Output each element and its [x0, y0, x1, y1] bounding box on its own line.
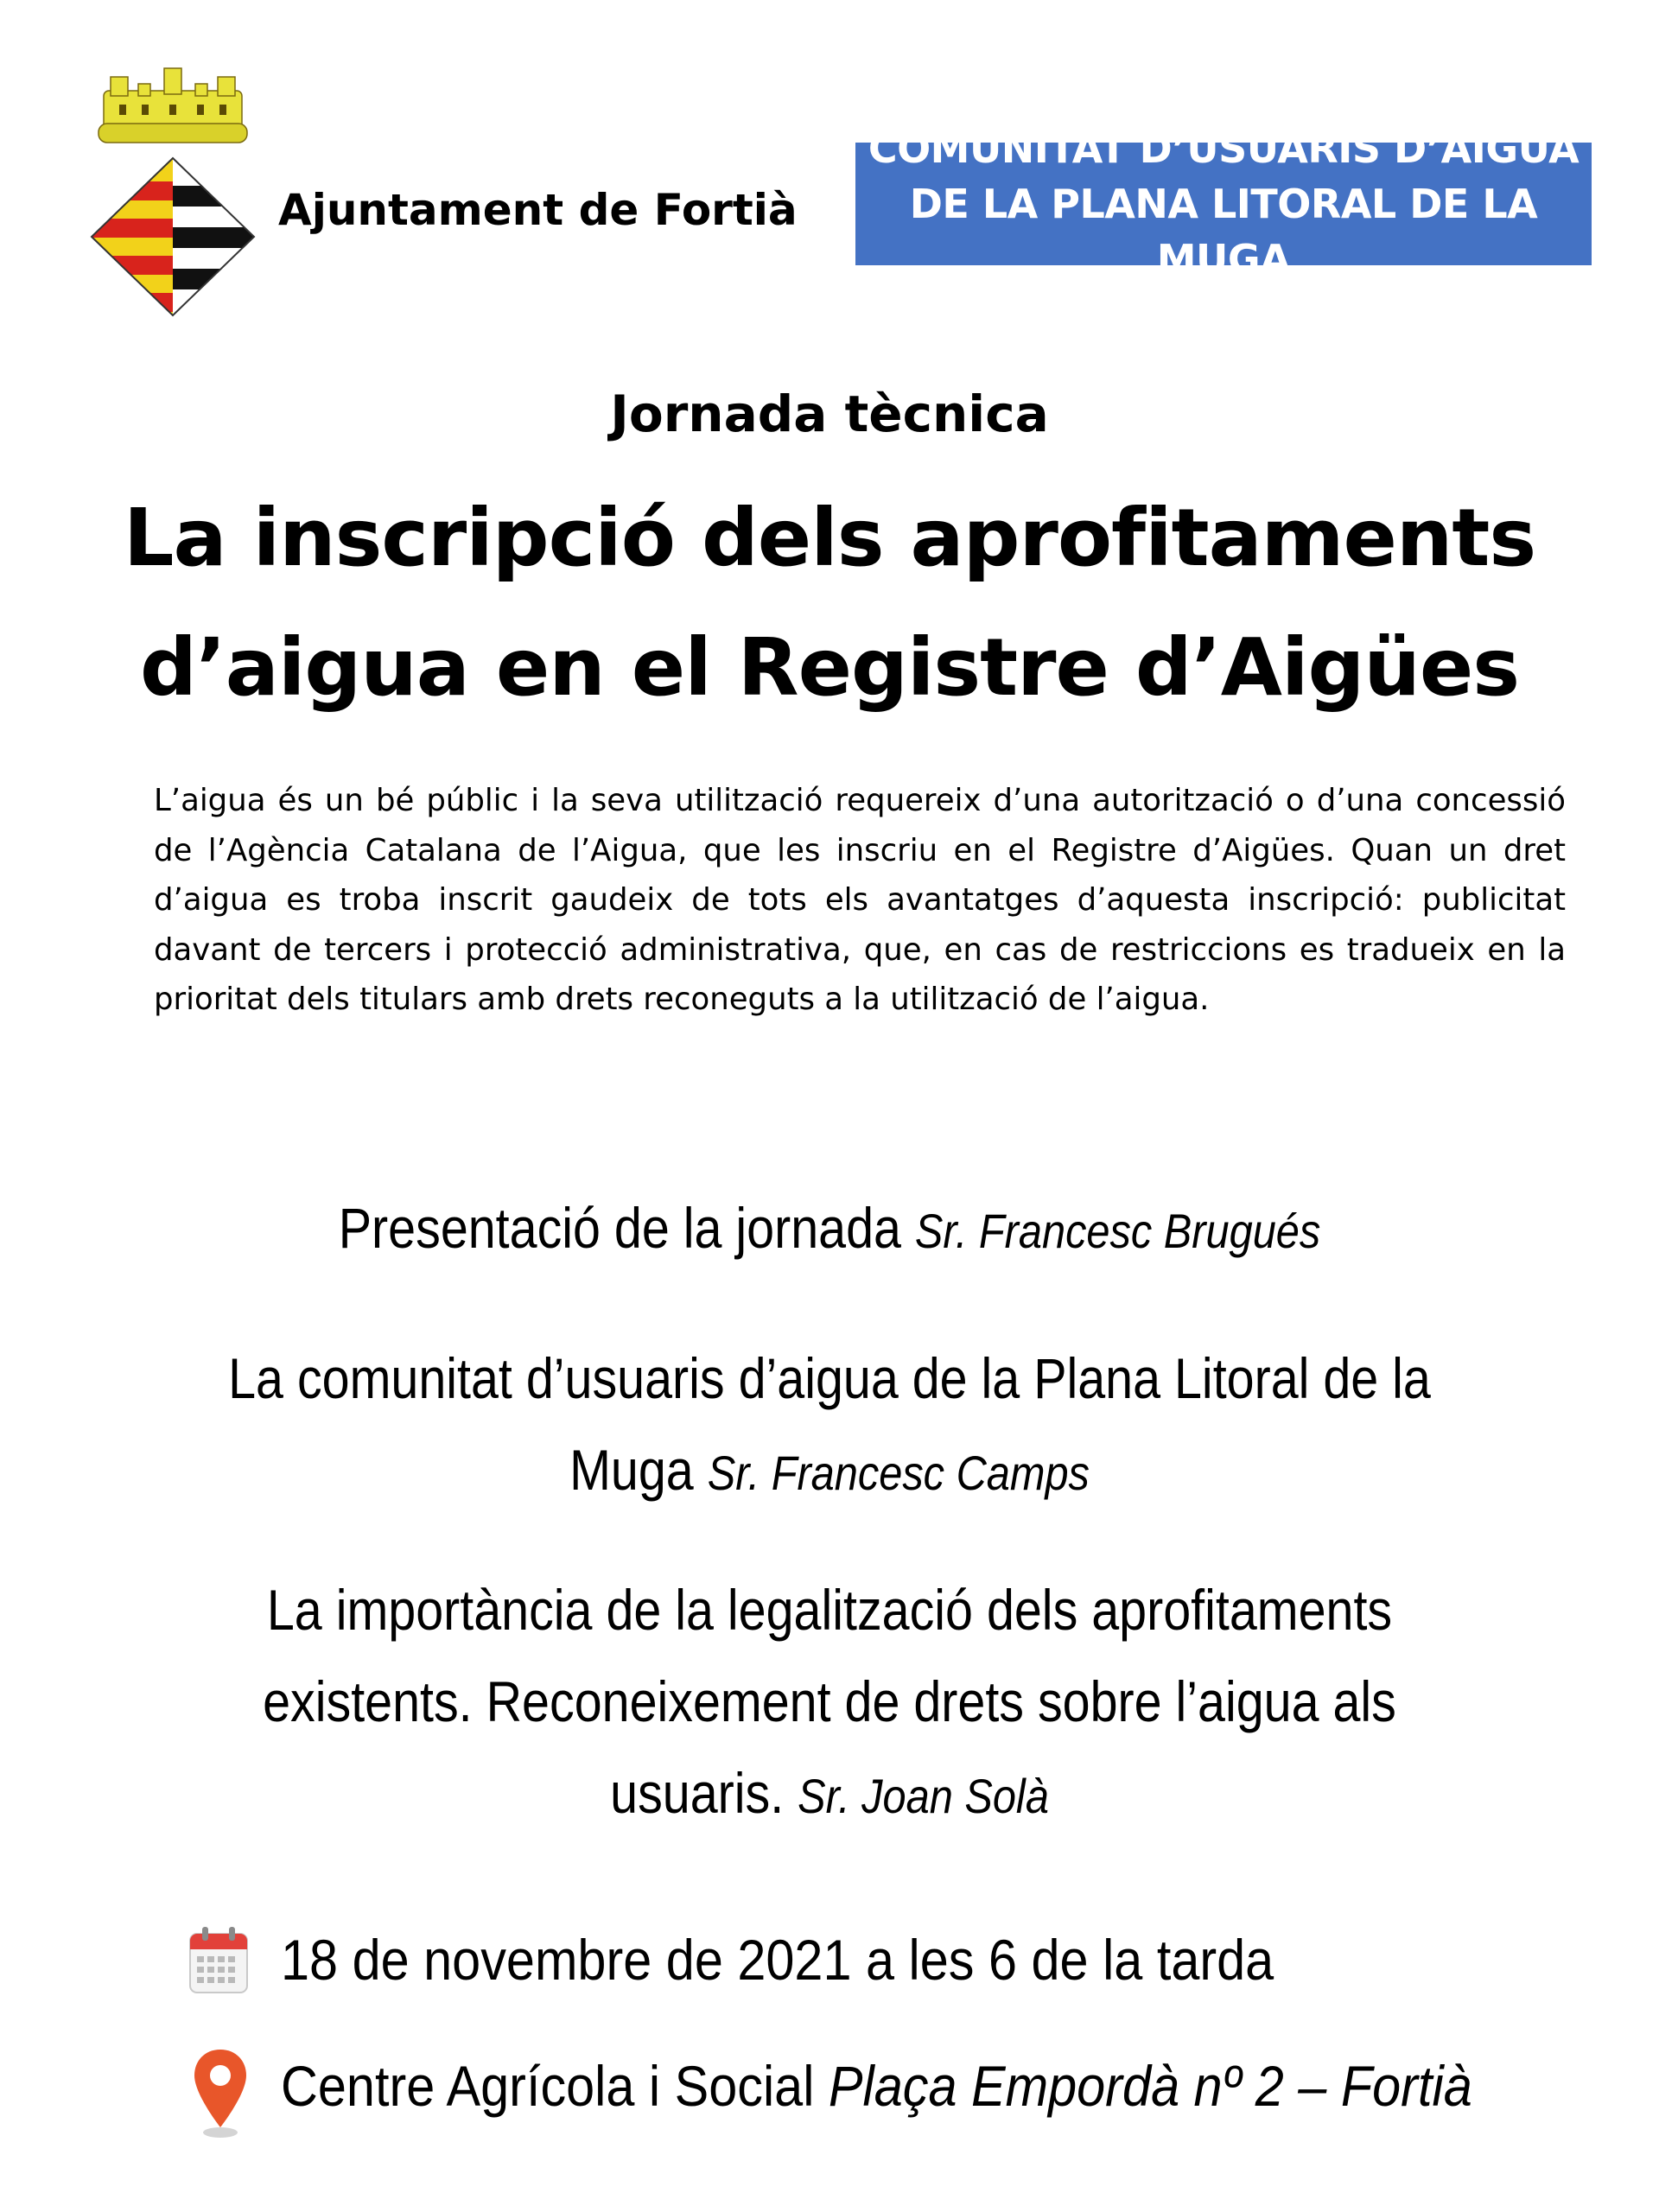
community-line-1: COMUNITAT D’USUARIS D’AIGUA	[868, 125, 1580, 172]
agenda-speaker: Sr. Francesc Camps	[707, 1446, 1090, 1500]
agenda-item	[220, 1564, 1438, 1842]
agenda-item	[220, 1182, 1438, 1277]
agenda-item	[220, 1332, 1438, 1519]
title-line-2: d’aigua en el Registre d’Aigües	[140, 621, 1519, 714]
location-pin-icon	[192, 2048, 249, 2139]
venue-name: Centre Agrícola i Social	[281, 2054, 815, 2118]
agenda-topic: La comunitat d’usuaris d’aigua de la Plana Litoral de la Muga	[228, 1346, 1431, 1502]
intro-paragraph: L’aigua és un bé públic i la seva utilització requereix d’una autorització o d’una concessió de l’Agència Catalana de l’Aigua, que les inscriu en el Registre d’Aigües. Quan un dret d’aigua es troba inscrit gaudeix de tots els avantatges d’aquesta inscripció: publicitat davant de tercers i protecció administrativa, que, en cas de restriccions es tradueix en la prioritat dels titulars amb drets reconeguts a la utilització de l’aigua.	[154, 783, 1566, 1017]
event-venue	[281, 2051, 1472, 2120]
event-kicker: Jornada tècnica	[610, 385, 1049, 443]
community-line-2: DE LA PLANA LITORAL DE LA MUGA	[909, 181, 1538, 283]
event-date: 18 de novembre de 2021 a les 6 de la tarda	[281, 1928, 1274, 1992]
page-title	[86, 474, 1573, 733]
title-line-1: La inscripció dels aprofitaments	[123, 492, 1536, 584]
municipal-crest-icon	[86, 65, 259, 324]
agenda-topic: Presentació de la jornada	[338, 1196, 901, 1260]
agenda-topic: La importància de la legalització dels aprofitaments existents. Reconeixement de drets sobre l’aigua als usuaris.	[263, 1578, 1396, 1825]
calendar-icon	[188, 1927, 249, 1994]
agenda-speaker: Sr. Francesc Brugués	[914, 1204, 1321, 1258]
agenda-speaker: Sr. Joan Solà	[798, 1769, 1049, 1823]
venue-address: Plaça Empordà nº 2 – Fortià	[828, 2054, 1472, 2118]
organization-name: Ajuntament de Fortià	[278, 185, 798, 235]
community-banner	[855, 125, 1592, 283]
